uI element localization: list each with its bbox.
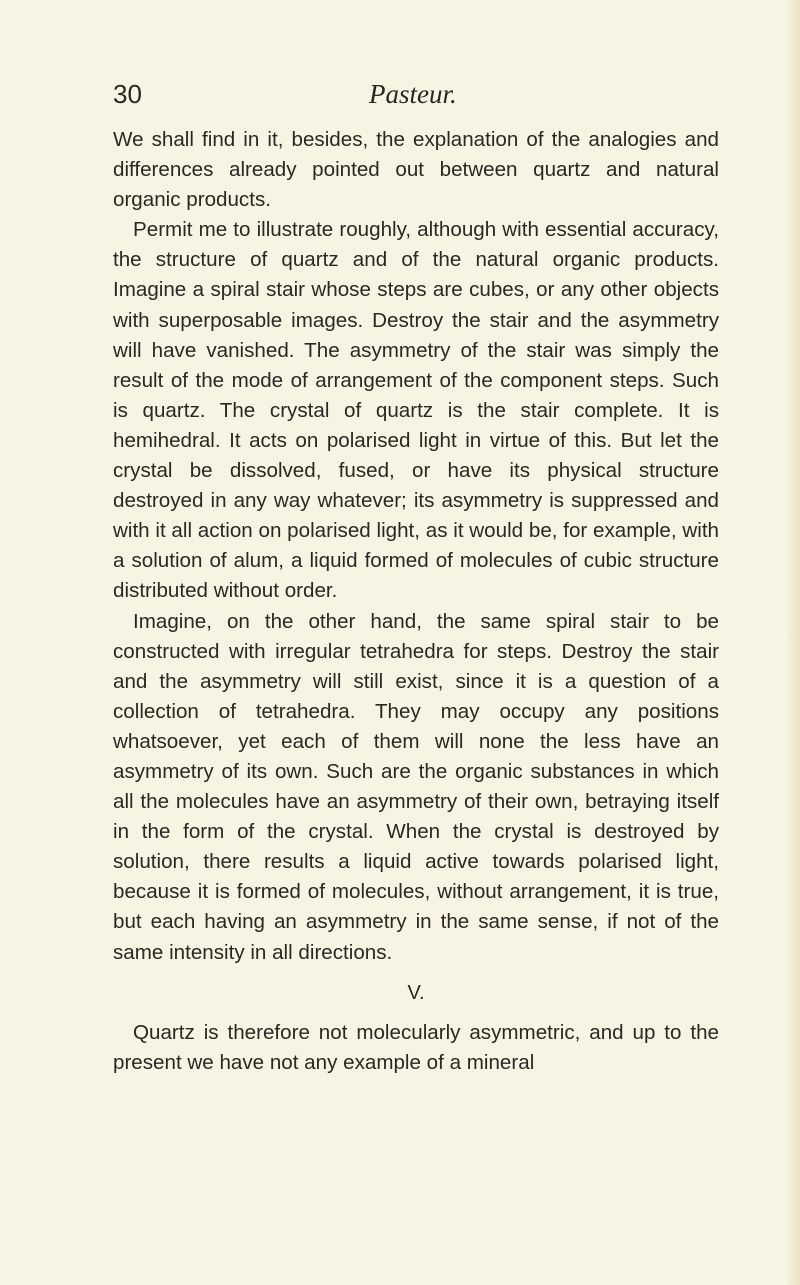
paragraph: Permit me to illustrate roughly, although with essential accuracy, the structure of quartz and of the natural organic products. Imagine a spiral stair whose steps are cubes, or any other objects with superposable images. Destroy the stair and the asymmetry will have vanished. The asymmetry of the stair was simply the result of the mode of arrangement of the component steps. Such is quartz. The crystal of quartz is the stair complete. It is hemihedral. It acts on polarised light in virtue of this. But let the crystal be dissolved, fused, or have its physical structure destroyed in any way whatever; its asymmetry is suppressed and with it all action on polarised light, as it would be, for example, with a solution of alum, a liquid formed of molecules of cubic structure distributed without order.	[113, 218, 719, 603]
running-title: Pasteur.	[369, 79, 457, 109]
paragraph: We shall find in it, besides, the explanation of the analogies and differences already pointed out between quartz and natural organic products.	[113, 128, 719, 212]
paragraph: Imagine, on the other hand, the same spiral stair to be constructed with irregular tetrahedra for steps. Destroy the stair and the asymmetry will still exist, since it is a question of a collection of tetrahedra. They may occupy any positions whatsoever, yet each of them will none the less have an asymmetry of its own. Such are the organic substances in which all the molecules have an asymmetry of their own, betraying itself in the form of the crystal. When the crystal is destroyed by solution, there results a liquid active towards polarised light, because it is formed of molecules, without arrangement, it is true, but each having an asymmetry in the same sense, if not of the same intensity in all directions.	[113, 609, 719, 964]
page-header	[113, 74, 613, 114]
page-edge	[788, 0, 800, 1285]
page-number: 30	[113, 79, 142, 109]
section-heading: V.	[407, 981, 425, 1004]
paragraph: Quartz is therefore not molecularly asymmetric, and up to the present we have not any example of a mineral	[113, 1020, 719, 1074]
body-text	[113, 125, 719, 1078]
